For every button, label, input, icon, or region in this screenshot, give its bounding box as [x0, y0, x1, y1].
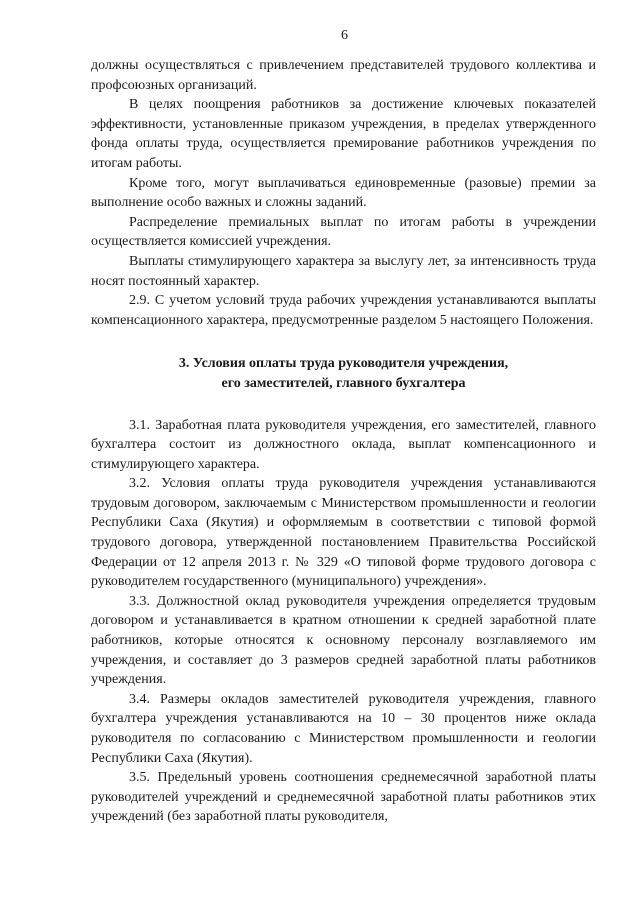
paragraph-3-2: 3.2. Условия оплаты труда руководителя учреждения устанавливаются трудовым договором, заключаемым с Министерством промышленности и геологии Республики Саха (Якутия) и оформляемым в соответствии с типовой формой трудового договора, утвержденной постановлением Правительства Российской Федерации от 12 апреля 2013 г. № 329 «О типовой форме трудового договора с руководителем государственного (муниципального) учреждения». — [91, 476, 596, 590]
paragraph-bonus-distribution: Распределение премиальных выплат по итогам работы в учреждении осуществляется комиссией учреждения. — [91, 214, 596, 250]
paragraph-continuation: должны осуществляться с привлечением представителей трудового коллектива и профсоюзных организаций. — [91, 58, 596, 93]
document-page — [91, 26, 596, 827]
section-heading-line-2: его заместителей, главного бухгалтера — [221, 375, 466, 391]
paragraph-3-3: 3.3. Должностной оклад руководителя учреждения определяется трудовым договором и устанавливается в кратном отношении к средней заработной плате работников, которые относятся к основному персоналу возглавляемого им учреждения, и составляет до 3 размеров средней заработной платы работников учреждения. — [91, 593, 596, 688]
paragraph-3-4: 3.4. Размеры окладов заместителей руководителя учреждения, главного бухгалтера учреждения устанавливаются на 10 – 30 процентов ниже оклада руководителя по согласованию с Министерством промышленности и геологии Республики Саха (Якутия). — [91, 691, 596, 766]
section-heading-line-1: 3. Условия оплаты труда руководителя учреждения, — [178, 356, 509, 372]
top-text-block — [91, 56, 596, 330]
paragraph-2-9: 2.9. С учетом условий труда рабочих учреждения устанавливаются выплаты компенсационного характера, предусмотренные разделом 5 настоящего Положения. — [91, 293, 596, 328]
section-heading — [91, 354, 596, 393]
paragraph-3-5: 3.5. Предельный уровень соотношения среднемесячной заработной платы руководителей учреждений и среднемесячной заработной платы работников этих учреждений (без заработной платы руководителя, — [91, 770, 596, 825]
paragraph-seniority-payments: Выплаты стимулирующего характера за выслугу лет, за интенсивность труда носят постоянный характер. — [91, 253, 596, 289]
paragraph-3-1: 3.1. Заработная плата руководителя учреждения, его заместителей, главного бухгалтера состоит из должностного оклада, выплат компенсационного и стимулирующего характера. — [91, 417, 596, 472]
paragraph-bonus-kpi: В целях поощрения работников за достижение ключевых показателей эффективности, установленные приказом учреждения, в пределах утвержденного фонда оплаты труда, осуществляется премирование работников учреждения по итогам работы. — [91, 97, 596, 171]
page-number: 6 — [341, 28, 348, 43]
bottom-text-block — [91, 416, 596, 827]
paragraph-one-time-bonus: Кроме того, могут выплачиваться единовременные (разовые) премии за выполнение особо важных и сложны заданий. — [91, 175, 596, 211]
